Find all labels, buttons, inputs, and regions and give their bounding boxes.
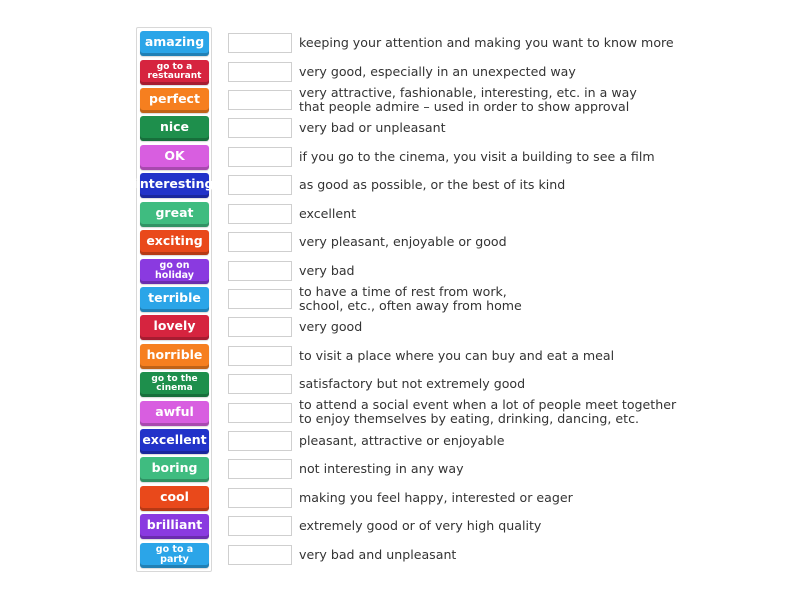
definition-text <box>299 150 719 164</box>
word-tile[interactable]: amazing <box>140 31 209 56</box>
word-tile[interactable]: exciting <box>140 230 209 255</box>
answer-drop-slot[interactable] <box>228 488 292 508</box>
word-tile[interactable]: OK <box>140 145 209 170</box>
word-tile[interactable]: go on holiday <box>140 259 209 284</box>
definition-text <box>299 434 719 448</box>
definition-line: not interesting in any way <box>299 461 464 476</box>
definition-text <box>299 264 719 278</box>
word-tile[interactable]: horrible <box>140 344 209 369</box>
definition-line: that people admire – used in order to show approval <box>299 98 630 114</box>
word-tile[interactable]: awful <box>140 401 209 426</box>
word-tile[interactable]: brilliant <box>140 514 209 539</box>
answer-drop-slot[interactable] <box>228 317 292 337</box>
answer-drop-slot[interactable] <box>228 147 292 167</box>
definition-text <box>299 207 719 221</box>
answer-drop-slot[interactable] <box>228 545 292 565</box>
definition-line: very good <box>299 319 363 334</box>
answer-drop-slot[interactable] <box>228 118 292 138</box>
definition-line: as good as possible, or the best of its kind <box>299 177 566 192</box>
definition-line: to attend a social event when a lot of people meet together <box>299 397 677 412</box>
definition-text <box>299 178 719 192</box>
definition-text <box>299 235 719 249</box>
word-tile[interactable]: terrible <box>140 287 209 312</box>
definition-line: very bad <box>299 263 355 278</box>
definition-line: very attractive, fashionable, interesting, etc. in a way <box>299 85 637 100</box>
definition-text <box>299 320 719 334</box>
answer-drop-slot[interactable] <box>228 516 292 536</box>
word-tile[interactable]: go to a party <box>140 543 209 568</box>
answer-drop-slot[interactable] <box>228 62 292 82</box>
definition-line: making you feel happy, interested or eager <box>299 490 573 505</box>
word-tile[interactable]: excellent <box>140 429 209 454</box>
word-tile[interactable]: interesting <box>140 173 209 198</box>
word-tile[interactable]: lovely <box>140 315 209 340</box>
definition-text <box>299 548 719 562</box>
word-tile[interactable]: go to the cinema <box>140 372 209 397</box>
definition-line: excellent <box>299 206 357 221</box>
definition-line: very pleasant, enjoyable or good <box>299 234 507 249</box>
answer-drop-slot[interactable] <box>228 346 292 366</box>
answer-drop-slot[interactable] <box>228 374 292 394</box>
answer-drop-slot[interactable] <box>228 90 292 110</box>
definition-text <box>299 121 719 135</box>
word-tile[interactable]: boring <box>140 457 209 482</box>
definition-text <box>299 36 719 50</box>
answer-drop-slot[interactable] <box>228 261 292 281</box>
definition-text <box>299 462 719 476</box>
definition-line: extremely good or of very high quality <box>299 518 542 533</box>
answer-drop-slot[interactable] <box>228 175 292 195</box>
definition-line: to have a time of rest from work, <box>299 284 507 299</box>
definition-line: pleasant, attractive or enjoyable <box>299 433 505 448</box>
definition-text <box>299 65 719 79</box>
answer-drop-slot[interactable] <box>228 33 292 53</box>
definition-line: to visit a place where you can buy and eat a meal <box>299 348 615 363</box>
definition-line: very bad and unpleasant <box>299 547 457 562</box>
word-tile[interactable]: great <box>140 202 209 227</box>
definition-text <box>299 519 719 533</box>
word-tile[interactable]: nice <box>140 116 209 141</box>
word-tile[interactable]: cool <box>140 486 209 511</box>
definition-text <box>299 491 719 505</box>
answer-drop-slot[interactable] <box>228 403 292 423</box>
definition-line: very bad or unpleasant <box>299 120 446 135</box>
definition-text <box>299 398 719 425</box>
definition-line: satisfactory but not extremely good <box>299 376 526 391</box>
answer-drop-slot[interactable] <box>228 232 292 252</box>
definition-line: keeping your attention and making you want to know more <box>299 35 674 50</box>
definition-line: if you go to the cinema, you visit a building to see a film <box>299 149 655 164</box>
answer-drop-slot[interactable] <box>228 289 292 309</box>
answer-drop-slot[interactable] <box>228 459 292 479</box>
definition-line: very good, especially in an unexpected way <box>299 64 576 79</box>
answer-drop-slot[interactable] <box>228 204 292 224</box>
answer-drop-slot[interactable] <box>228 431 292 451</box>
definition-text <box>299 349 719 363</box>
definition-text <box>299 285 719 312</box>
word-tile[interactable]: perfect <box>140 88 209 113</box>
definition-line: to enjoy themselves by eating, drinking, dancing, etc. <box>299 410 640 426</box>
definition-text <box>299 86 719 113</box>
word-tile[interactable]: go to a restaurant <box>140 60 209 85</box>
definition-line: school, etc., often away from home <box>299 297 522 313</box>
definition-text <box>299 377 719 391</box>
